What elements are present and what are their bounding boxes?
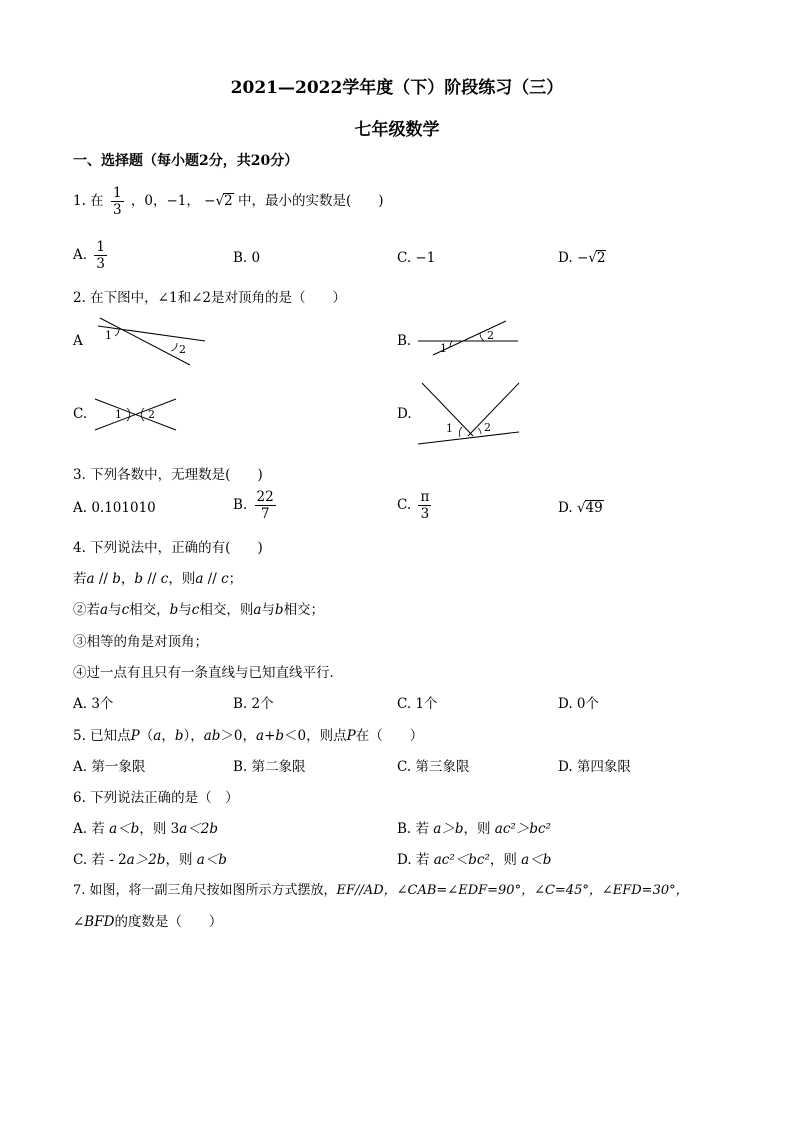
q1-d-sqrt-sign: √ [588,250,597,266]
q2-b-angle2-label: 2 [487,329,494,342]
q4-s2-c2: c [191,602,200,618]
q5-point-p: P [130,728,140,744]
q7-line2-rest: 的度数是（ ） [114,914,223,930]
q4-s1-c: c [160,571,169,587]
q1-fraction [111,186,124,217]
q1-d-radicand: 2 [596,250,606,266]
q2-c-angle1-label: 1 [115,408,122,421]
q1-d-neg: − [576,250,589,266]
page-title: 2021—2022学年度（下）阶段练习（三） [230,78,564,98]
q5-gt0: ＞0， [220,728,257,744]
q4-statement-3: ③相等的角是对顶角； [73,634,208,650]
q5-point-p2: P [346,728,356,744]
q2-d-angle1-label: 1 [446,422,453,435]
q4-option-d[interactable]: D. 0个 [558,696,600,712]
q6-option-c[interactable] [73,848,227,868]
q1-d-label: D. [558,250,573,266]
q6-a-mid: ，则 3 [139,821,180,837]
q4-statement-4: ④过一点有且只有一条直线与已知直线平行． [73,665,343,681]
q1-option-c[interactable]: C. −1 [397,250,436,266]
q4-s2-b: b [169,602,179,618]
q3-d-radicand: 49 [585,500,603,516]
q1-mid: ，0，−1， [130,193,200,210]
q4-s1-parallel-1: // [94,571,113,587]
q5-b: b [174,728,184,744]
q2-figure-a [85,315,215,370]
q4-s1-b: b [112,571,121,587]
q3-option-b[interactable] [233,490,279,521]
question-3: 3. 下列各数中，无理数是( ) [73,467,263,483]
q7-ef-ad: EF//AD [336,883,384,898]
q5-a: a [153,728,162,744]
q6-a-cond: a＜b [109,821,140,837]
q5-lt0: ＜0，则点 [284,728,347,744]
q4-option-a[interactable]: A. 3个 [73,696,114,712]
q4-s1-c2: c [221,571,229,587]
q4-s2-t4: 相交，则 [199,602,254,618]
q6-b-cond: a＞b [433,821,464,837]
question-7-line-2 [73,910,222,930]
q1-suffix: 中，最小的实数是( ) [237,193,384,210]
q1-a-num: 1 [96,239,105,255]
q1-option-b[interactable]: B. 0 [233,250,261,266]
q6-c-mid: ，则 [165,852,197,868]
q4-s2-t3: 与 [178,602,192,618]
q4-s2-t2: 相交， [129,602,170,618]
q4-s1-parallel-2: // [143,571,161,587]
q5-option-a[interactable]: A. 第一象限 [73,759,146,775]
q4-option-c[interactable]: C. 1个 [397,696,438,712]
q4-s1-end: ； [228,571,243,587]
q1-frac-num: 1 [112,185,122,201]
q4-s2-t1: 与 [108,602,122,618]
q3-option-d[interactable] [558,500,604,516]
q2-option-b[interactable]: B. [397,333,412,349]
question-5 [73,724,423,744]
q2-b-angle1-label: 1 [440,342,447,355]
q5-ab: ab [203,728,221,744]
q3-b-den: 7 [260,506,270,523]
q4-s1-parallel-3: // [203,571,222,587]
q2-d-angle2-label: 2 [484,421,491,434]
question-2: 2. 在下图中，∠1和∠2是对顶角的是（ ） [73,290,346,306]
q4-s2-a: a [100,602,109,618]
q2-option-a[interactable]: A [73,333,83,349]
q6-a-pre: A. 若 [73,821,110,837]
q4-s2-t5: 与 [261,602,275,618]
q6-d-cond: ac²＜bc² [433,852,490,868]
question-7-line-1 [73,879,689,898]
q4-s1-a: a [86,571,95,587]
q6-d-res: a＜b [521,852,552,868]
q2-option-d[interactable]: D. [397,406,412,422]
q5-open: （ [139,728,154,744]
q5-option-d[interactable]: D. 第四象限 [558,759,631,775]
q4-s1-a2: a [195,571,204,587]
question-4: 4. 下列说法中，正确的有( ) [73,540,263,556]
q3-option-c[interactable] [397,490,434,521]
q6-option-b[interactable] [397,817,551,837]
q3-option-a[interactable]: A. 0.101010 [73,500,156,516]
q5-end: 在（ ） [355,728,424,744]
q5-option-b[interactable]: B. 第二象限 [233,759,306,775]
q5-option-c[interactable]: C. 第三象限 [397,759,470,775]
q6-b-mid: ，则 [463,821,495,837]
q7-line1-pre: 7. 如图，将一副三角尺按如图所示方式摆放， [73,883,337,898]
q6-d-mid: ，则 [489,852,522,868]
q4-s2-b2: b [274,602,284,618]
q2-option-c[interactable]: C. [73,406,88,422]
q6-b-pre: B. 若 [397,821,434,837]
q6-b-res: ac²＞bc² [494,821,551,837]
q6-c-cond: a＞2b [126,852,166,868]
q1-neg: − [204,193,216,210]
q2-figure-d [416,380,526,450]
q2-a-angle1-label: 1 [105,329,112,342]
q1-a-label: A. [73,247,88,264]
q4-s1-then: ，则 [168,571,196,587]
q6-a-res: a＜2b [179,821,218,837]
q3-c-fraction [418,490,431,521]
question-6: 6. 下列说法正确的是（ ） [73,790,239,806]
q3-b-label: B. [233,497,248,514]
q4-s1-comma: ， [120,571,135,587]
q2-figure-c [93,396,183,436]
q1-a-den: 3 [96,256,105,273]
q1-frac-den: 3 [112,202,122,219]
q7-line1-rest: ，∠CAB=∠EDF=90°，∠C=45°，∠EFD=30°， [383,883,689,898]
q1-prefix: 1. 在 [73,193,104,210]
section-heading: 一、选择题（每小题2分，共20分） [73,153,299,169]
q6-d-pre: D. 若 [397,852,434,868]
q3-c-num: π [420,489,430,505]
question-1 [73,186,384,217]
q4-s2-a2: a [253,602,262,618]
q3-b-num: 22 [256,489,274,505]
q2-figure-b [418,318,528,358]
q3-d-label: D. [558,500,573,516]
q4-s1-pre: 若 [73,571,87,587]
q1-sqrt-sign: √ [215,193,225,210]
q3-c-label: C. [397,497,412,514]
q2-c-angle2-label: 2 [148,408,155,421]
q6-option-d[interactable] [397,848,551,868]
q4-statement-1 [73,567,242,587]
q4-s2-c: c [121,602,130,618]
q5-close: ）， [183,728,204,744]
q4-s2-pre: ②若 [73,602,100,618]
q6-option-a[interactable] [73,817,218,837]
q5-a-plus-b: a+b [256,728,285,744]
q4-s2-t6: 相交； [283,602,325,618]
q4-option-b[interactable]: B. 2个 [233,696,274,712]
q1-option-a[interactable] [73,240,110,271]
q1-a-fraction [94,240,107,271]
q2-a-angle2-label: 2 [179,343,186,356]
q7-angle-bfd: ∠BFD [73,914,115,930]
q6-c-pre: C. 若 - 2 [73,852,127,868]
q3-d-sqrt-sign: √ [576,500,586,516]
page-subtitle: 七年级数学 [354,120,440,140]
q3-b-fraction [255,490,276,521]
q1-radicand: 2 [224,193,233,210]
q3-c-den: 3 [420,506,430,523]
q4-statement-2 [73,598,324,618]
q1-option-d[interactable] [558,250,606,266]
q5-pre: 5. 已知点 [73,728,131,744]
q6-c-res: a＜b [196,852,227,868]
q5-comma: ， [161,728,175,744]
q4-s1-b2: b [134,571,144,587]
